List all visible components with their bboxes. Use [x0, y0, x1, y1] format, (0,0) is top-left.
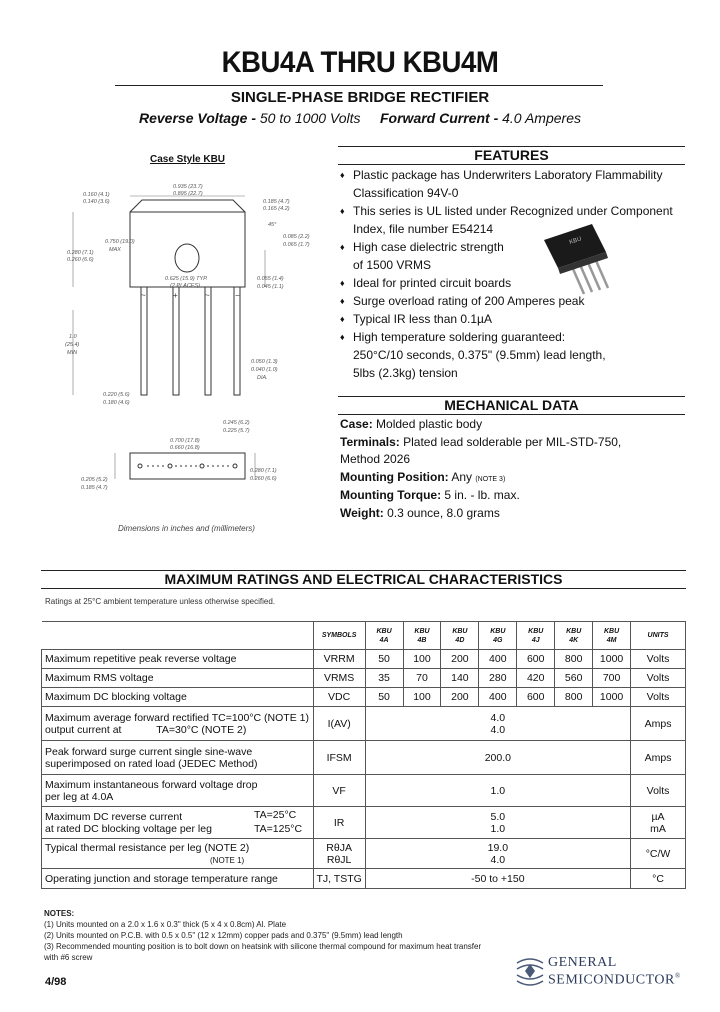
header-part: KBU 4J: [517, 622, 555, 650]
dim-label: 0.055 (1.4): [257, 276, 284, 282]
dim-label: 0.185 (4.7): [263, 199, 290, 205]
dim-label: 45°: [268, 222, 277, 228]
features-rule-bottom: [338, 164, 685, 165]
features-list: ♦ Plastic package has Underwriters Laboratory Flammability Classification 94V-0 ♦ This series is UL listed under Recognized under Component Index, file number E54214 ♦ High case dielectric strength of 1500 VRMS ♦ Ideal for printed circuit boards ♦ Surge overload rating of 200 Amperes peak ♦ Typical IR less than 0.1µA ♦ High temperature soldering guaranteed: 250°C/10 seconds, 0.375" (9.5mm) lead length, 5lbs (2.3kg) tension: [340, 168, 673, 380]
dim-label: 0.260 (6.6): [250, 476, 277, 482]
dim-label: 0.160 (4.1): [83, 192, 110, 198]
table-header: [42, 622, 686, 650]
table-row: Maximum RMS voltage VRMS 35 70 140 280 420 560 700 Volts: [42, 669, 686, 688]
header-part: KBU 4G: [479, 622, 517, 650]
subtitle: SINGLE-PHASE BRIDGE RECTIFIER: [230, 89, 490, 106]
note-2: (2) Units mounted on P.C.B. with 0.5 x 0.5" (12 x 12mm) copper pads and 0.375" (9.5mm) lead length: [44, 931, 403, 940]
header-part: KBU 4M: [593, 622, 631, 650]
dim-label: 0.065 (1.7): [283, 242, 310, 248]
dim-label: 0.185 (4.7): [81, 485, 108, 491]
bullet-icon: ♦: [340, 170, 345, 180]
mech-case: Case: Molded plastic body: [340, 417, 483, 431]
table-row: Maximum DC blocking voltage VDC 50 100 200 400 600 800 1000 Volts: [42, 688, 686, 707]
dim-label: 0.040 (1.0): [251, 367, 278, 373]
title-rule: [115, 85, 603, 86]
dim-label: 0.085 (2.2): [283, 234, 310, 240]
dim-label: (2 PLACES): [170, 283, 200, 289]
product-photo: [540, 222, 622, 304]
notes-block: [44, 908, 481, 963]
features-title: FEATURES: [474, 147, 549, 163]
mech-terminals: Terminals: Plated lead solderable per MIL-STD-750,: [340, 435, 622, 449]
bullet-icon: ♦: [340, 296, 345, 306]
table-row: Typical thermal resistance per leg (NOTE 2) (NOTE 1) RθJA RθJL 19.0 4.0 °C/W: [42, 839, 686, 869]
bullet-icon: ♦: [340, 332, 345, 342]
header-units: UNITS: [631, 622, 686, 650]
dim-label: 0.180 (4.6): [103, 400, 130, 406]
mech-method: Method 2026: [340, 452, 411, 466]
header-part: KBU 4D: [441, 622, 479, 650]
case-outline-drawing: [55, 170, 325, 520]
table-row: Maximum average forward rectified TC=100°C (NOTE 1) output current at TA=30°C (NOTE 2) I(AV) 4.0 4.0 Amps: [42, 707, 686, 741]
table-row: Peak forward surge current single sine-wave superimposed on rated load (JEDEC Method) IFSM 200.0 Amps: [42, 741, 686, 775]
lead: [141, 287, 147, 395]
company-logo-icon: [514, 955, 546, 987]
dim-label: DIA.: [257, 375, 268, 381]
header-part: KBU 4K: [555, 622, 593, 650]
note-3: (3) Recommended mounting position is to bolt down on heatsink with silicone thermal compound for maximum heat transfer: [44, 942, 482, 951]
dim-label: 0.660 (16.8): [170, 445, 200, 451]
dim-label: 0.750 (19.0): [105, 239, 135, 245]
dim-label: 0.260 (6.6): [67, 257, 94, 263]
ratings-table: [41, 621, 686, 889]
mech-position: Mounting Position: Any (NOTE 3): [340, 470, 506, 484]
header-symbols: SYMBOLS: [313, 622, 365, 650]
headline-ratings: [0, 110, 720, 126]
dim-label: MIN: [67, 350, 78, 356]
dim-label: 0.050 (1.3): [251, 359, 278, 365]
bullet-icon: ♦: [340, 314, 345, 324]
header-blank: [42, 622, 314, 650]
mech-torque: Mounting Torque: 5 in. - lb. max.: [340, 488, 520, 502]
mech-title: MECHANICAL DATA: [444, 397, 579, 413]
dim-label: 0.225 (5.7): [223, 428, 250, 434]
pin-label: −: [235, 291, 240, 300]
table-row: Maximum instantaneous forward voltage drop per leg at 4.0A VF 1.0 Volts: [42, 775, 686, 807]
pin-label: ~: [205, 291, 210, 300]
lead: [234, 287, 240, 395]
dim-label: 0.220 (5.6): [103, 392, 130, 398]
dim-label: 0.245 (6.2): [223, 420, 250, 426]
diagram-caption: Case Style KBU: [150, 154, 226, 165]
notes-title: NOTES:: [44, 909, 75, 918]
lead: [205, 287, 211, 395]
dim-label: (25.4): [65, 342, 80, 348]
header-part: KBU 4A: [365, 622, 403, 650]
dim-label: 0.205 (5.2): [81, 477, 108, 483]
pin-label: ~: [141, 291, 146, 300]
bullet-icon: ♦: [340, 278, 345, 288]
logo-semiconductor: SEMICONDUCTOR®: [548, 972, 681, 988]
header-part: KBU 4B: [403, 622, 441, 650]
page-title: KBU4A THRU KBU4M: [221, 46, 499, 79]
mounting-hole: [175, 244, 199, 272]
dim-label: 0.280 (7.1): [250, 468, 277, 474]
mech-weight: Weight: 0.3 ounce, 8.0 grams: [340, 506, 500, 520]
dim-label: 0.140 (3.6): [83, 199, 110, 205]
dimension-note: Dimensions in inches and (millimeters): [118, 524, 255, 533]
product-label: KBU: [568, 236, 583, 246]
dim-label: MAX: [109, 247, 121, 253]
fc-value: 4.0 Amperes: [502, 110, 581, 126]
table-row: Maximum DC reverse current TA=25°C at rated DC blocking voltage per leg TA=125°C IR 5.0 1.0 µA mA: [42, 807, 686, 839]
page-number: 4/98: [45, 976, 67, 988]
dim-label: 0.700 (17.8): [170, 438, 200, 444]
mech-rule-bottom: [338, 414, 685, 415]
ratings-title: MAXIMUM RATINGS AND ELECTRICAL CHARACTERISTICS: [164, 571, 563, 587]
package-body: [130, 200, 245, 287]
logo-general: GENERAL: [548, 955, 617, 970]
note-3-cont: with #6 screw: [44, 953, 93, 962]
ratings-condition: Ratings at 25°C ambient temperature unless otherwise specified.: [45, 597, 275, 606]
rv-label: Reverse Voltage -: [139, 110, 260, 126]
dim-label: 0.895 (22.7): [173, 191, 203, 197]
note-1: (1) Units mounted on a 2.0 x 1.6 x 0.3" thick (5 x 4 x 0.8cm) Al. Plate: [44, 920, 287, 929]
ratings-rule-bottom: [41, 588, 686, 589]
dim-label: 1.0: [69, 334, 77, 340]
bullet-icon: ♦: [340, 206, 345, 216]
rv-value: 50 to 1000 Volts: [259, 110, 361, 126]
dim-label: 0.935 (23.7): [173, 184, 203, 190]
table-row: Maximum repetitive peak reverse voltage VRRM 50 100 200 400 600 800 1000 Volts: [42, 650, 686, 669]
dim-label: 0.625 (15.9) TYP.: [165, 276, 208, 282]
pin-label: +: [173, 291, 178, 300]
dim-label: 0.165 (4.2): [263, 206, 290, 212]
lead: [173, 287, 179, 395]
dim-label: 0.280 (7.1): [67, 250, 94, 256]
dim-label: 0.045 (1.1): [257, 284, 284, 290]
bullet-icon: ♦: [340, 242, 345, 252]
fc-label: Forward Current -: [380, 110, 503, 126]
table-row: Operating junction and storage temperature range TJ, TSTG -50 to +150 °C: [42, 869, 686, 889]
